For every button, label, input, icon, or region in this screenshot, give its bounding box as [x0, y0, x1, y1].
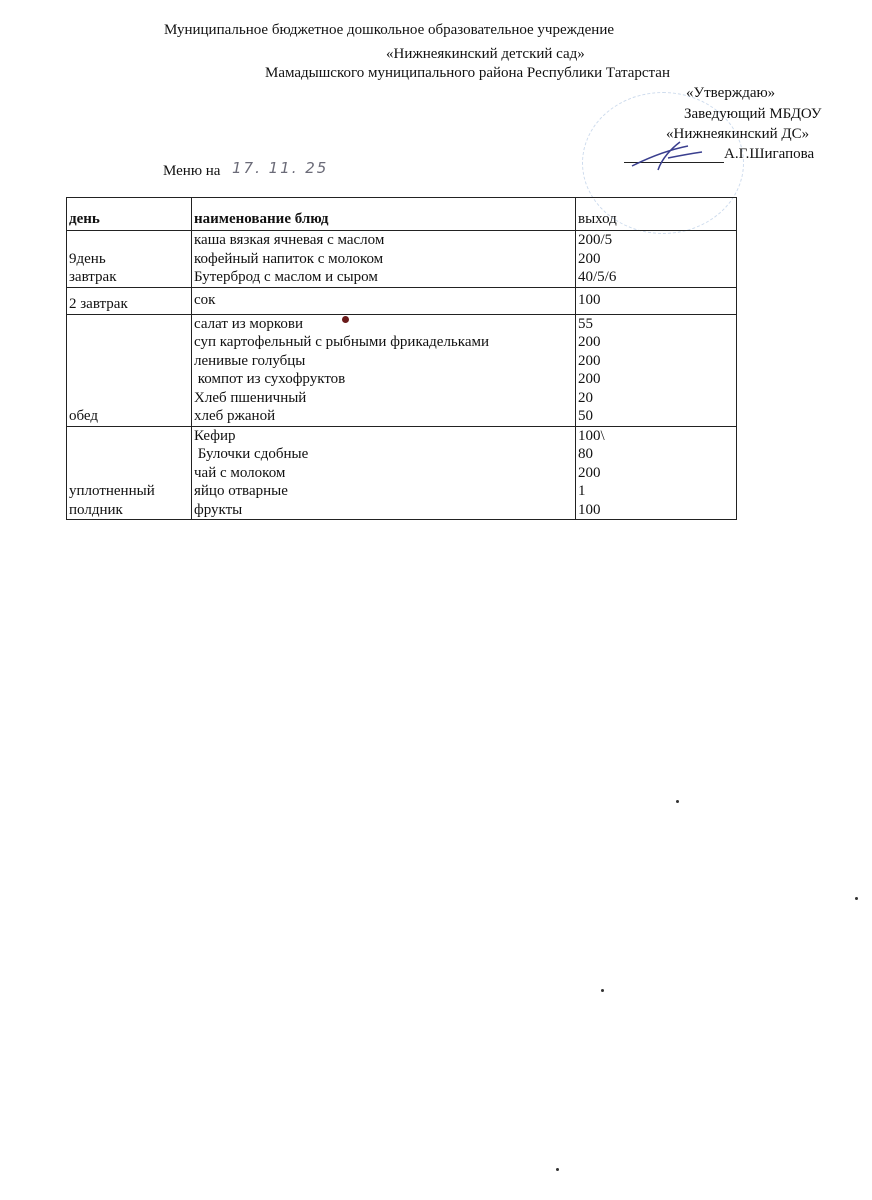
org-name-line1: Муниципальное бюджетное дошкольное образовательное учреждение — [164, 22, 614, 38]
scan-speck — [676, 800, 679, 803]
dishes-cell — [192, 287, 576, 314]
dish-name: Булочки сдобные — [194, 446, 309, 462]
table-row — [67, 287, 737, 314]
approval-label: «Утверждаю» — [686, 85, 776, 101]
column-header-day: день — [67, 198, 192, 231]
dish-name: ленивые голубцы — [194, 352, 306, 369]
menu-date: 17. 11. 25 — [232, 159, 329, 177]
column-header-dishes: наименование блюд — [192, 198, 576, 231]
dishes-cell — [192, 426, 576, 520]
dish-name: хлеб ржаной — [194, 408, 276, 424]
dish-name: сок — [194, 292, 216, 309]
dish-name: чай с молоком — [194, 464, 286, 481]
scan-speck — [601, 989, 604, 992]
day-label: обед — [69, 408, 99, 424]
scan-speck — [855, 897, 858, 900]
output-value: 55 — [578, 315, 593, 332]
day-label: 2 завтрак — [69, 296, 128, 312]
output-value: 50 — [578, 408, 593, 424]
output-value: 200/5 — [578, 232, 613, 248]
output-value: 20 — [578, 389, 593, 406]
dish-name: салат из моркови — [194, 315, 304, 332]
day-label: уплотненный — [69, 483, 155, 499]
output-value: 100\ — [578, 427, 605, 444]
ink-spot — [342, 316, 349, 323]
dish-name: суп картофельный с рыбными фрикадельками — [194, 334, 490, 350]
day-label: полдник — [69, 501, 123, 518]
dish-name: каша вязкая ячневая с маслом — [194, 232, 385, 248]
day-cell — [67, 314, 192, 426]
dish-name: кофейный напиток с молоком — [194, 250, 384, 267]
output-value: 200 — [578, 352, 601, 369]
table-row — [67, 314, 737, 426]
output-cell — [576, 231, 737, 288]
output-value: 80 — [578, 446, 593, 462]
signature-mark — [628, 138, 708, 178]
day-cell — [67, 231, 192, 288]
org-name-line3: Мамадышского муниципального района Республики Татарстан — [265, 65, 670, 81]
approver-institution: «Нижнеякинский ДС» — [666, 126, 810, 142]
dish-name: Хлеб пшеничный — [194, 389, 307, 406]
output-value: 200 — [578, 464, 601, 481]
dishes-cell — [192, 314, 576, 426]
day-label: 9день — [69, 250, 106, 267]
dish-name: компот из сухофруктов — [194, 371, 346, 387]
output-value: 200 — [578, 371, 601, 387]
menu-label: Меню на — [163, 163, 221, 179]
output-cell — [576, 287, 737, 314]
dish-name: Кефир — [194, 427, 236, 444]
output-cell — [576, 314, 737, 426]
output-cell — [576, 426, 737, 520]
dish-name: Бутерброд с маслом и сыром — [194, 269, 378, 285]
output-value: 200 — [578, 334, 601, 350]
table-row — [67, 231, 737, 288]
day-cell — [67, 426, 192, 520]
column-header-output: выход — [576, 198, 737, 231]
dishes-cell — [192, 231, 576, 288]
table-header-row — [67, 198, 737, 231]
output-value: 100 — [578, 292, 601, 309]
approver-position: Заведующий МБДОУ — [684, 106, 822, 122]
output-value: 1 — [578, 483, 586, 499]
output-value: 100 — [578, 501, 601, 518]
dish-name: яйцо отварные — [194, 483, 288, 499]
org-name-line2: «Нижнеякинский детский сад» — [386, 46, 585, 62]
scan-speck — [556, 1168, 559, 1171]
menu-table — [66, 197, 737, 520]
output-value: 40/5/6 — [578, 269, 617, 285]
dish-name: фрукты — [194, 501, 243, 518]
day-cell — [67, 287, 192, 314]
approver-name-text: А.Г.Шигапова — [724, 146, 815, 162]
output-value: 200 — [578, 250, 601, 267]
table-row — [67, 426, 737, 520]
day-label: завтрак — [69, 269, 117, 285]
